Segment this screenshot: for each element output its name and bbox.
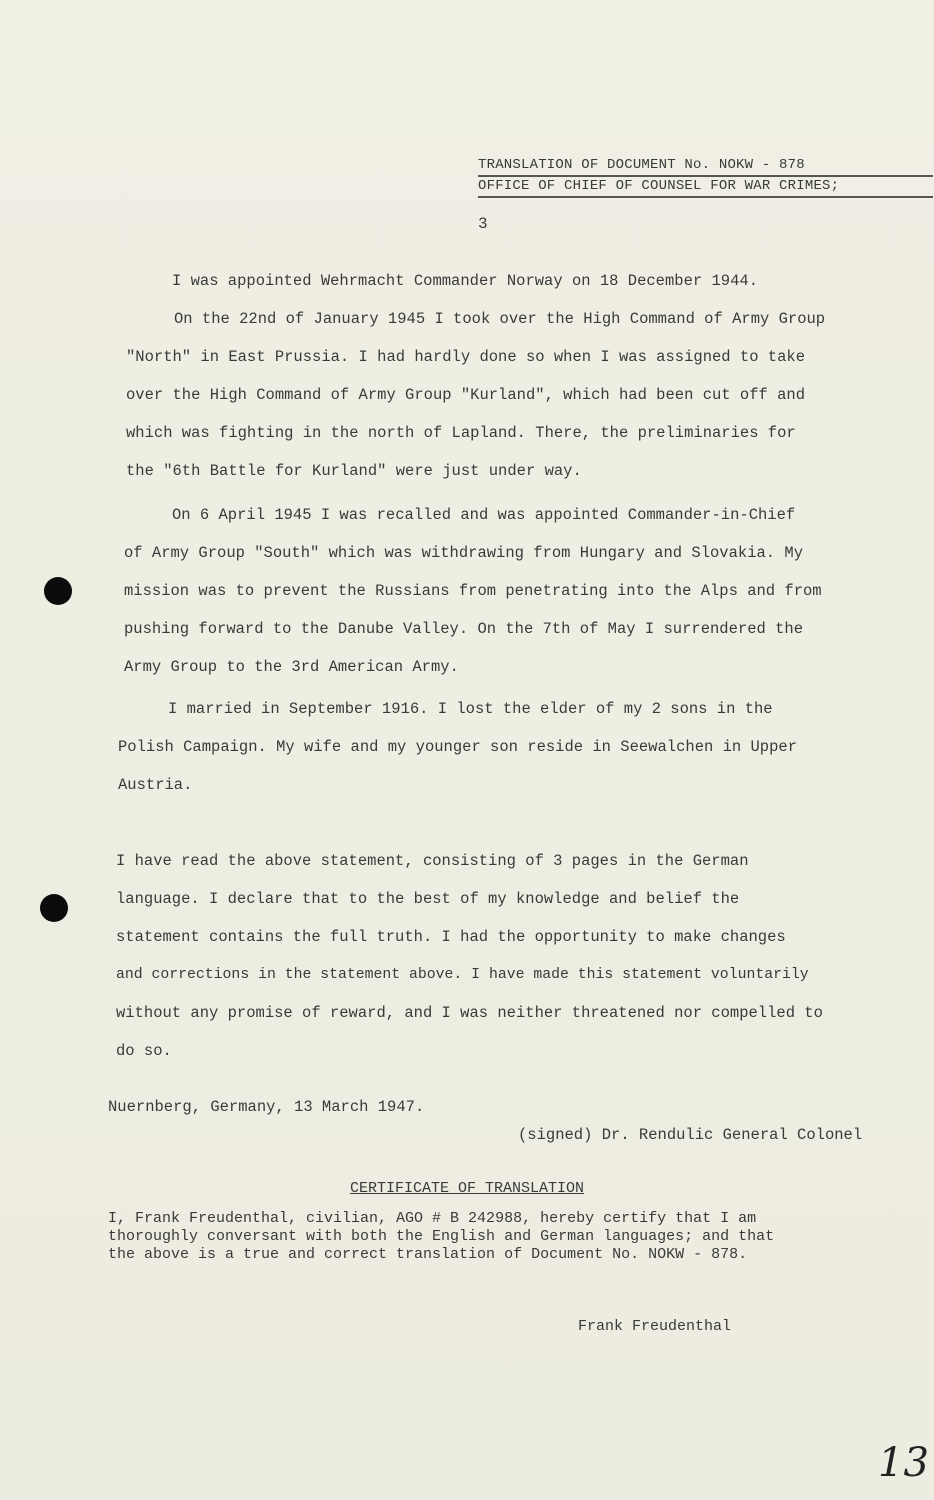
header-rule-1 (478, 175, 933, 177)
certificate-line: I, Frank Freudenthal, civilian, AGO # B 242988, hereby certify that I am (108, 1210, 757, 1227)
header-line-1: TRANSLATION OF DOCUMENT No. NOKW - 878 (478, 157, 805, 173)
text-line: I was appointed Wehrmacht Commander Norway on 18 December 1944. (172, 272, 758, 290)
handwritten-page-mark: 13 (878, 1440, 929, 1486)
text-line: Army Group to the 3rd American Army. (124, 658, 459, 676)
paragraph-appointment (172, 262, 758, 300)
text-line: Polish Campaign. My wife and my younger son reside in Seewalchen in Upper (118, 738, 798, 756)
paragraph-family (118, 690, 797, 804)
text-line: the "6th Battle for Kurland" were just under way. (126, 462, 582, 480)
header-line-2: OFFICE OF CHIEF OF COUNSEL FOR WAR CRIMES; (478, 178, 840, 194)
punch-hole-top (44, 577, 72, 605)
document-header (478, 155, 934, 197)
text-line: language. I declare that to the best of my knowledge and belief the (116, 890, 740, 908)
certificate-line: the above is a true and correct translation of Document No. NOKW - 878. (108, 1246, 748, 1263)
translator-name: Frank Freudenthal (578, 1318, 732, 1335)
text-line: I married in September 1916. I lost the elder of my 2 sons in the (168, 700, 773, 718)
text-line: which was fighting in the north of Lapland. There, the preliminaries for (126, 424, 796, 442)
certificate-line: thoroughly conversant with both the English and German languages; and that (108, 1228, 775, 1245)
signature-line: (signed) Dr. Rendulic General Colonel (518, 1126, 863, 1144)
text-line: On the 22nd of January 1945 I took over the High Command of Army Group (174, 310, 826, 328)
paragraph-army-group-south (124, 496, 822, 686)
text-line: "North" in East Prussia. I had hardly done so when I was assigned to take (126, 348, 806, 366)
page-number: 3 (478, 215, 488, 233)
date-line: Nuernberg, Germany, 13 March 1947. (108, 1098, 425, 1116)
header-rule-2 (478, 196, 933, 198)
text-line: pushing forward to the Danube Valley. On the 7th of May I surrendered the (124, 620, 804, 638)
text-line: over the High Command of Army Group "Kurland", which had been cut off and (126, 386, 806, 404)
text-line: I have read the above statement, consisting of 3 pages in the German (116, 852, 749, 870)
text-line: and corrections in the statement above. I have made this statement voluntarily (116, 967, 809, 983)
text-line: of Army Group "South" which was withdrawing from Hungary and Slovakia. My (124, 544, 804, 562)
certificate-title: CERTIFICATE OF TRANSLATION (350, 1180, 585, 1197)
certificate-body (108, 1210, 774, 1264)
text-line: statement contains the full truth. I had the opportunity to make changes (116, 928, 786, 946)
text-line: On 6 April 1945 I was recalled and was appointed Commander-in-Chief (172, 506, 796, 524)
text-line: mission was to prevent the Russians from penetrating into the Alps and from (124, 582, 822, 600)
text-line: without any promise of reward, and I was neither threatened nor compelled to (116, 1004, 823, 1022)
paragraph-declaration (116, 842, 823, 1070)
text-line: do so. (116, 1042, 172, 1060)
text-line: Austria. (118, 776, 193, 794)
punch-hole-bottom (40, 894, 68, 922)
paragraph-army-group-north (126, 300, 825, 490)
